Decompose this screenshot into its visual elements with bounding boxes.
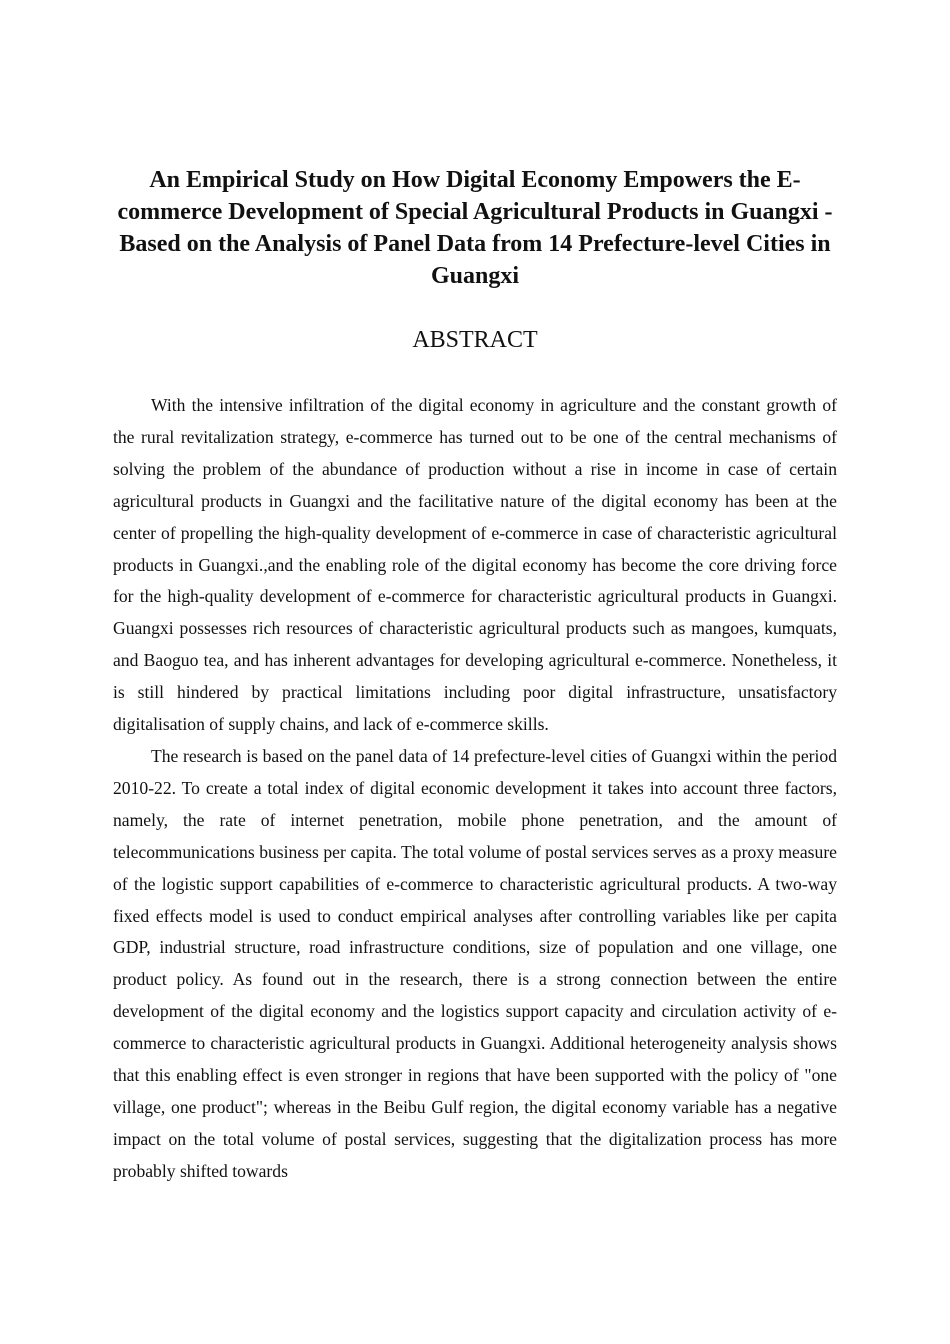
abstract-paragraph-2: The research is based on the panel data of 14 prefecture-level cities of Guangxi within the period 2010-22. To create a total index of digital economic development it takes into account three factors, namely, the rate of internet penetration, mobile phone penetration, and the amount of telecommunications business per capita. The total volume of postal services serves as a proxy measure of the logistic support capabilities of e-commerce to characteristic agricultural products. A two-way fixed effects model is used to conduct empirical analyses after controlling variables like per capita GDP, industrial structure, road infrastructure conditions, size of population and one village, one product policy. As found out in the research, there is a strong connection between the entire development of the digital economy and the logistics support capacity and circulation activity of e-commerce to characteristic agricultural products in Guangxi. Additional heterogeneity analysis shows that this enabling effect is even stronger in regions that have been supported with the policy of "one village, one product"; whereas in the Beibu Gulf region, the digital economy variable has a negative impact on the total volume of postal services, suggesting that the digitalization process has more probably shifted towards — [113, 745, 837, 1181]
abstract-paragraph-1: With the intensive infiltration of the digital economy in agriculture and the constant growth of the rural revitalization strategy, e-commerce has turned out to be one of the central mechanisms of solving the problem of the abundance of production without a rise in income in case of certain agricultural products in Guangxi and the facilitative nature of the digital economy has been at the center of propelling the high-quality development of e-commerce in case of characteristic agricultural products in Guangxi.,and the enabling role of the digital economy has become the core driving force for the high-quality development of e-commerce for characteristic agricultural products in Guangxi. Guangxi possesses rich resources of characteristic agricultural products such as mangoes, kumquats, and Baoguo tea, and has inherent advantages for developing agricultural e-commerce. Nonetheless, it is still hindered by practical limitations including poor digital infrastructure, unsatisfactory digitalisation of supply chains, and lack of e-commerce skills. — [113, 395, 837, 735]
abstract-heading: ABSTRACT — [412, 327, 538, 353]
paper-title: An Empirical Study on How Digital Economy Empowers the E-commerce Development of Special Agricultural Products in Guangxi - Based on the Analysis of Panel Data from 14 Prefecture-level Cities in Guangxi — [117, 167, 833, 289]
abstract-body — [113, 390, 837, 1188]
